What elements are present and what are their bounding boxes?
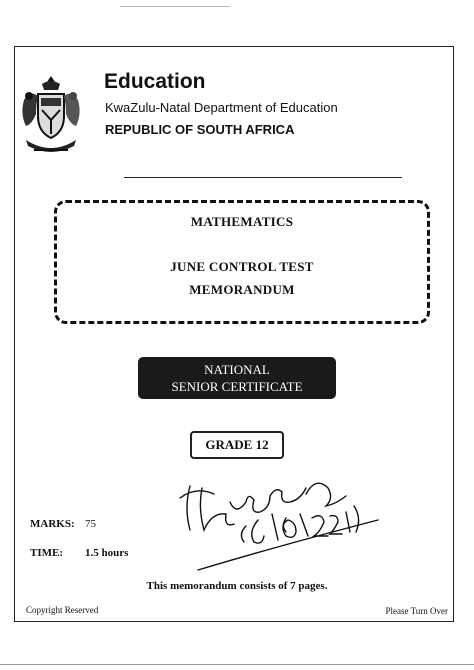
marks-value: 75 [85,518,96,530]
header-divider [124,177,402,178]
certificate-line-2: SENIOR CERTIFICATE [171,379,303,394]
department-name: KwaZulu-Natal Department of Education [105,100,338,115]
marks-label: MARKS: [30,518,75,530]
footer-turn-over: Please Turn Over [385,606,448,616]
coat-of-arms-icon [20,74,82,156]
time-value: 1.5 hours [85,547,129,559]
scan-artifact-bottom [0,664,474,665]
time-label: TIME: [30,547,63,559]
certificate-banner [138,357,336,399]
exam-document-type: MEMORANDUM [189,282,295,297]
page-count-note: This memorandum consists of 7 pages. [146,580,328,592]
certificate-line-1: NATIONAL [204,362,270,377]
handwritten-signature [168,458,388,588]
grade-box: GRADE 12 [190,431,284,459]
scan-artifact-line [120,6,230,7]
exam-test-name: JUNE CONTROL TEST [170,259,314,274]
republic-name: REPUBLIC OF SOUTH AFRICA [105,122,295,137]
header-title: Education [104,70,206,93]
exam-subject: MATHEMATICS [190,214,294,229]
footer-copyright: Copyright Reserved [26,605,99,615]
